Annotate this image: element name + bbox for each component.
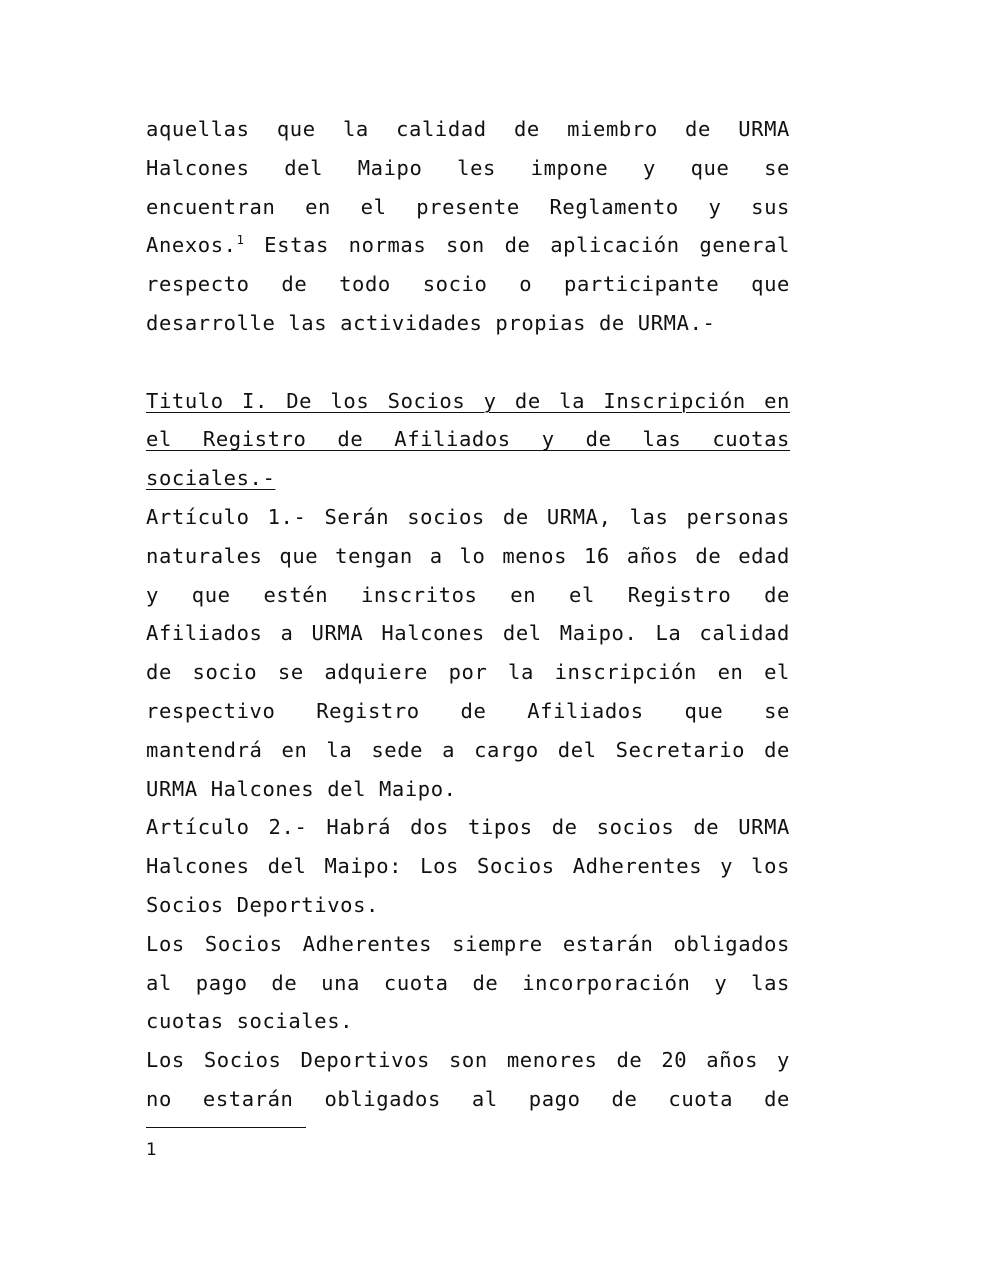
blank-line: [146, 343, 790, 382]
article-1-line: mantendrá en la sede a cargo del Secretario de: [146, 737, 790, 762]
adherentes-line: cuotas sociales.: [146, 1009, 354, 1034]
intro-line: aquellas que la calidad de miembro de URMA: [146, 117, 790, 141]
article-1-line: naturales que tengan a lo menos 16 años de edad: [146, 543, 790, 568]
document-page: [146, 110, 790, 1119]
section-title: Titulo I. De los Socios y de la Inscripción en: [146, 388, 790, 413]
article-1-line: Artículo 1.- Serán socios de URMA, las personas: [146, 504, 790, 529]
adherentes-line: Los Socios Adherentes siempre estarán obligados: [146, 931, 790, 956]
section-title: el Registro de Afiliados y de las cuotas: [146, 427, 790, 452]
intro-line: desarrolle las actividades propias de URMA.-: [146, 310, 716, 335]
article-2-line: Artículo 2.- Habrá dos tipos de socios de URMA: [146, 815, 790, 840]
article-1-line: Afiliados a URMA Halcones del Maipo. La calidad: [146, 621, 790, 646]
article-2-line: Halcones del Maipo: Los Socios Adherentes y los: [146, 854, 790, 879]
article-1-line: respectivo Registro de Afiliados que se: [146, 698, 790, 723]
intro-text: Estas normas son de aplicación general: [244, 233, 790, 258]
intro-line: [146, 226, 790, 265]
section-title-text: sociales.-: [146, 466, 276, 491]
deportivos-line: Los Socios Deportivos son menores de 20 años y: [146, 1048, 790, 1073]
intro-text: Anexos.: [146, 233, 237, 258]
article-1-line: y que estén inscritos en el Registro de: [146, 582, 790, 607]
footnote-separator: [146, 1127, 306, 1128]
article-1-line: de socio se adquiere por la inscripción en el: [146, 660, 790, 685]
intro-line: Halcones del Maipo les impone y que se: [146, 155, 790, 180]
article-1-line: URMA Halcones del Maipo.: [146, 776, 457, 801]
article-2-line: Socios Deportivos.: [146, 892, 379, 917]
intro-line: encuentran en el presente Reglamento y sus: [146, 194, 790, 219]
adherentes-line: al pago de una cuota de incorporación y las: [146, 970, 790, 995]
section-title: [146, 459, 790, 498]
deportivos-line: no estarán obligados al pago de cuota de: [146, 1086, 790, 1111]
footnote-reference[interactable]: 1: [236, 233, 245, 248]
intro-line: respecto de todo socio o participante que: [146, 272, 790, 297]
footnote-number: 1: [146, 1140, 157, 1160]
